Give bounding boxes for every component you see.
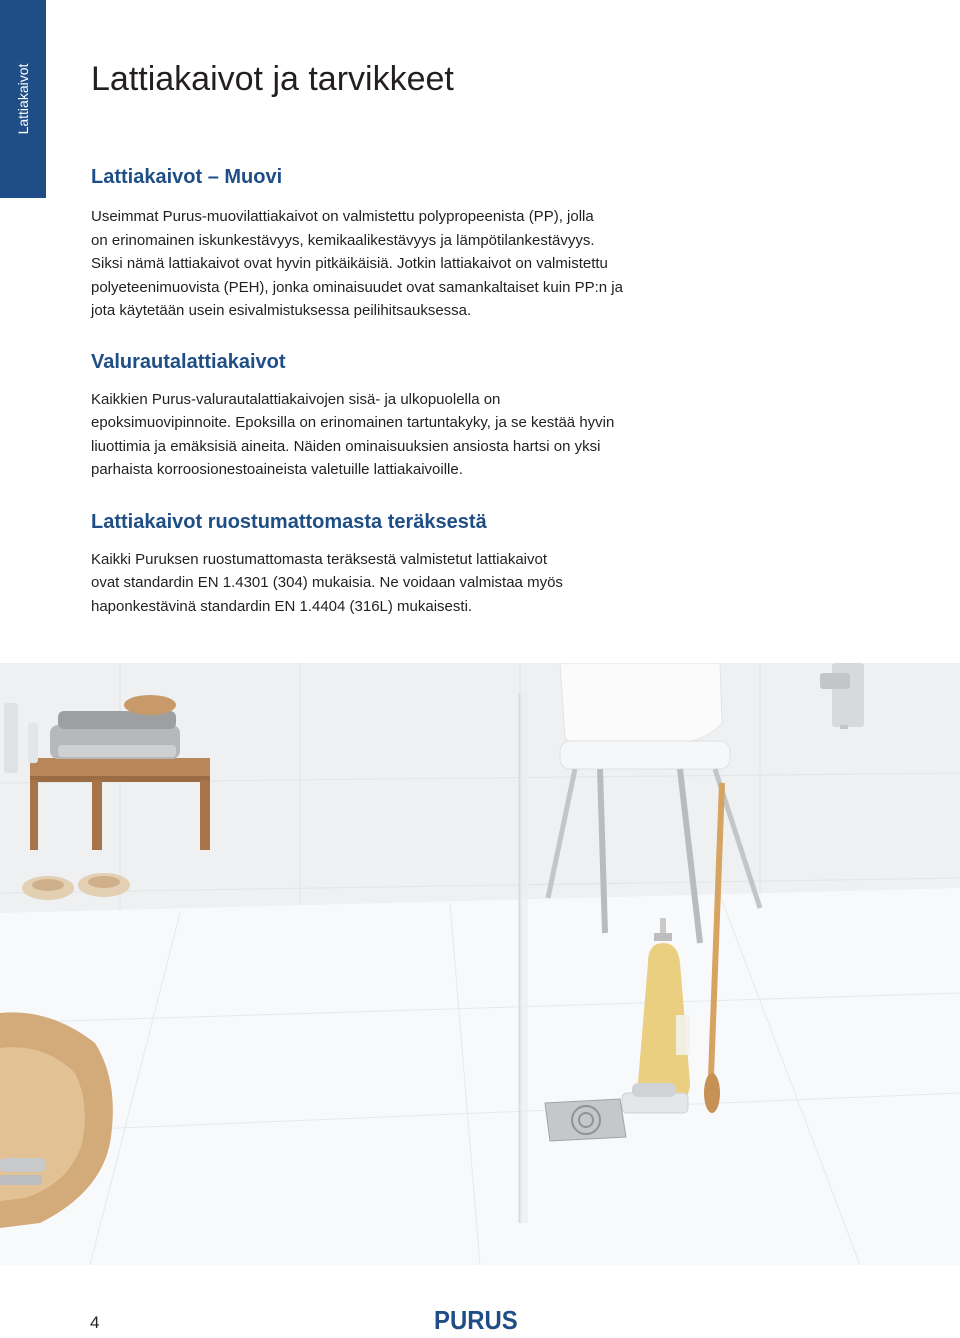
section-heading: Lattiakaivot – Muovi	[91, 166, 283, 188]
body-line: polyeteenimuovista (PEH), jonka ominaisuudet ovat samankaltaiset kuin PP:n ja	[91, 278, 623, 296]
towels	[50, 711, 180, 759]
main-content	[91, 166, 691, 618]
purus-logo-text: PURUS	[434, 1305, 518, 1335]
side-tab-label: Lattiakaivot	[15, 63, 31, 135]
section-body	[91, 205, 691, 323]
body-line: epoksimuovipinnoite. Epoksilla on erinomainen tartuntakyky, ja se kestää hyvin	[91, 414, 615, 431]
purus-logo	[434, 1306, 524, 1334]
bathroom-illustration	[0, 663, 960, 1265]
section-heading: Valurautalattiakaivot	[91, 350, 286, 373]
body-line: jota käytetään usein esivalmistuksessa peilihitsauksessa.	[91, 302, 472, 319]
page-title: Lattiakaivot ja tarvikkeet	[91, 60, 454, 98]
body-line: liuottimia ja emäksisiä aineita. Näiden ominaisuuksien ansiosta hartsi on yksi	[91, 437, 601, 455]
body-line: Useimmat Purus-muovilattiakaivot on valmistettu polypropeenista (PP), jolla	[91, 208, 594, 225]
section-cast-iron	[91, 351, 691, 482]
body-line: on erinomainen iskunkestävyys, kemikaalikestävyys ja lämpötilankestävyys.	[91, 231, 595, 249]
floor-drain	[545, 1099, 626, 1141]
body-line: Kaikkien Purus-valurautalattiakaivojen sisä- ja ulkopuolella on	[91, 390, 501, 408]
body-line: Kaikki Puruksen ruostumattomasta teräksestä valmistetut lattiakaivot	[91, 550, 548, 568]
bathroom-photo	[0, 663, 960, 1265]
section-body	[91, 388, 691, 482]
section-plastic	[91, 166, 691, 323]
section-heading: Lattiakaivot ruostumattomasta teräksestä	[91, 510, 487, 533]
section-body	[91, 548, 691, 619]
section-stainless	[91, 511, 691, 619]
body-line: haponkestävinä standardin EN 1.4404 (316L) mukaisesti.	[91, 597, 473, 615]
side-tab	[0, 0, 46, 198]
body-line: ovat standardin EN 1.4301 (304) mukaisia. Ne voidaan valmistaa myös	[91, 574, 563, 591]
body-line: parhaista korroosionestoaineista valetuille lattiakaivoille.	[91, 461, 463, 478]
body-line: Siksi nämä lattiakaivot ovat hyvin pitkäikäisiä. Jotkin lattiakaivot on valmistettu	[91, 255, 608, 272]
page-number: 4	[90, 1313, 100, 1332]
